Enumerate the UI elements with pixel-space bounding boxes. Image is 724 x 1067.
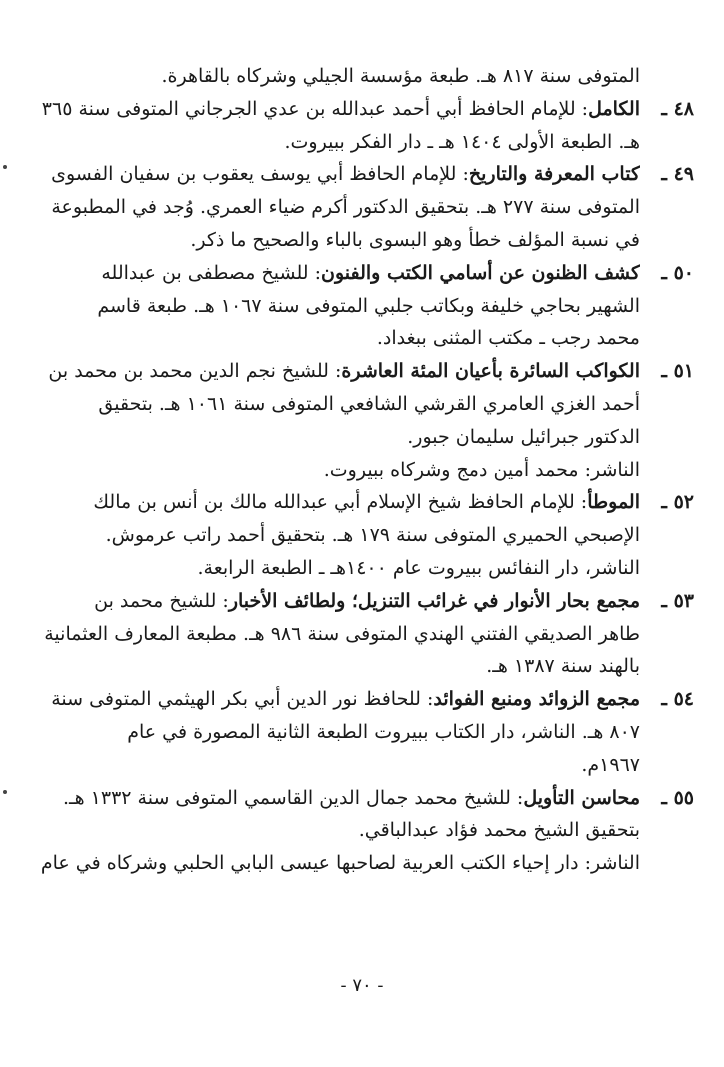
entry-first-line — [19, 782, 694, 815]
entry-continuation-line: الشهير بحاجي خليفة وبكاتب جلبي المتوفى سنة ١٠٦٧ هـ. طبعة قاسم — [97, 294, 640, 317]
entry-description: : للحافظ نور الدين أبي بكر الهيثمي المتوفى سنة — [51, 688, 434, 711]
entry-continuation-line: الناشر: دار إحياء الكتب العربية لصاحبها عيسى البابي الحلبي وشركاه في عام — [40, 852, 640, 875]
entry-number: ٥٣ ـ — [661, 589, 694, 612]
book-title: محاسن التأويل — [523, 786, 640, 809]
book-title: مجمع الزوائد ومنبع الفوائد — [433, 688, 640, 711]
bibliography-list — [19, 60, 694, 880]
entry-continuation-line: الإصبحي الحميري المتوفى سنة ١٧٩ هـ. بتحقيق أحمد راتب عرموش. — [105, 524, 640, 547]
entry-first-line — [19, 93, 694, 126]
book-title: الكامل — [588, 97, 640, 120]
scan-mark — [3, 790, 7, 794]
entry-continuation-line: ١٩٦٧م. — [581, 753, 640, 776]
entry-continuation-line: الناشر، دار النفائس ببيروت عام ١٤٠٠هـ ـ الطبعة الرابعة. — [197, 556, 640, 579]
entry-number: ٥٤ ـ — [661, 688, 694, 711]
entry-first-line — [19, 486, 694, 519]
entry-text — [19, 585, 640, 618]
entry-description: : للشيخ محمد جمال الدين القاسمي المتوفى سنة ١٣٣٢ هـ. — [62, 786, 524, 809]
entry-number: ٥١ ـ — [661, 360, 694, 383]
entry-number: ٥٠ ـ — [661, 261, 694, 284]
entry-first-line — [19, 257, 694, 290]
entry-description: : للإمام الحافظ شيخ الإسلام أبي عبدالله مالك بن أنس بن مالك — [93, 491, 588, 514]
entry-continuation-line: المتوفى سنة ٨١٧ هـ. طبعة مؤسسة الجيلي وشركاه بالقاهرة. — [161, 65, 640, 87]
book-title: كشف الظنون عن أسامي الكتب والفنون — [320, 261, 640, 284]
entry-continuation-line: ٨٠٧ هـ. الناشر، دار الكتاب ببيروت الطبعة الثانية المصورة في عام — [127, 720, 640, 743]
entry-continuation-line: المتوفى سنة ٢٧٧ هـ. بتحقيق الدكتور أكرم ضياء العمري. وُجد في المطبوعة — [51, 196, 640, 219]
entry-continuation-line: بتحقيق الشيخ محمد فؤاد عبدالباقي. — [358, 819, 640, 842]
entry-continuation-line: طاهر الصديقي الفتني الهندي المتوفى سنة ٩٨٦ هـ. مطبعة المعارف العثمانية — [44, 622, 640, 645]
book-title: كتاب المعرفة والتاريخ — [468, 163, 640, 186]
entry-continuation-line: الناشر: محمد أمين دمج وشركاه ببيروت. — [323, 458, 640, 481]
entry-number: ٥٥ ـ — [661, 786, 694, 809]
entry-text — [19, 93, 640, 126]
entry-description: : للإمام الحافظ أبي يوسف يعقوب بن سفيان الفسوى — [51, 163, 469, 186]
entry-description: : للإمام الحافظ أبي أحمد عبدالله بن عدي الجرجاني المتوفى سنة ٣٦٥ — [41, 97, 589, 120]
book-title: الكواكب السائرة بأعيان المئة العاشرة — [341, 360, 640, 383]
entry-continuation-line: هـ. الطبعة الأولى ١٤٠٤ هـ ـ دار الفكر ببيروت. — [284, 130, 640, 153]
bibliography-page — [19, 60, 694, 880]
entry-description: : للشيخ محمد بن — [94, 589, 229, 612]
entry-text — [19, 486, 640, 519]
entry-first-line — [19, 683, 694, 716]
entry-continuation-line: بالهند سنة ١٣٨٧ هـ. — [486, 655, 640, 678]
entry-first-line — [19, 355, 694, 388]
entry-continuation-line: محمد رجب ـ مكتب المثنى ببغداد. — [376, 327, 640, 350]
entry-continuation-line: في نسبة المؤلف خطأ وهو البسوى بالباء والصحيح ما ذكر. — [190, 228, 640, 251]
entry-description: : للشيخ مصطفى بن عبدالله — [101, 261, 321, 284]
entry-number: ٤٩ ـ — [661, 163, 694, 186]
book-title: مجمع بحار الأنوار في غرائب التنزيل؛ ولطائف الأخبار — [228, 589, 640, 612]
entry-text — [19, 355, 640, 388]
entry-first-line — [19, 158, 694, 191]
entry-continuation-line: الدكتور جبرائيل سليمان جبور. — [407, 425, 640, 448]
entry-text — [19, 782, 640, 815]
entry-number: ٤٨ ـ — [661, 97, 694, 120]
entry-description: : للشيخ نجم الدين محمد بن محمد بن — [48, 360, 342, 383]
book-title: الموطأ — [587, 491, 640, 514]
entry-first-line — [19, 585, 694, 618]
entry-text — [19, 257, 640, 290]
entry-number: ٥٢ ـ — [661, 491, 694, 514]
entry-text — [19, 683, 640, 716]
entry-continuation-line: أحمد الغزي العامري القرشي الشافعي المتوفى سنة ١٠٦١ هـ. بتحقيق — [98, 392, 640, 415]
scan-mark — [3, 165, 7, 169]
entry-text — [19, 158, 640, 191]
page-number: - ٧٠ - — [340, 975, 384, 996]
